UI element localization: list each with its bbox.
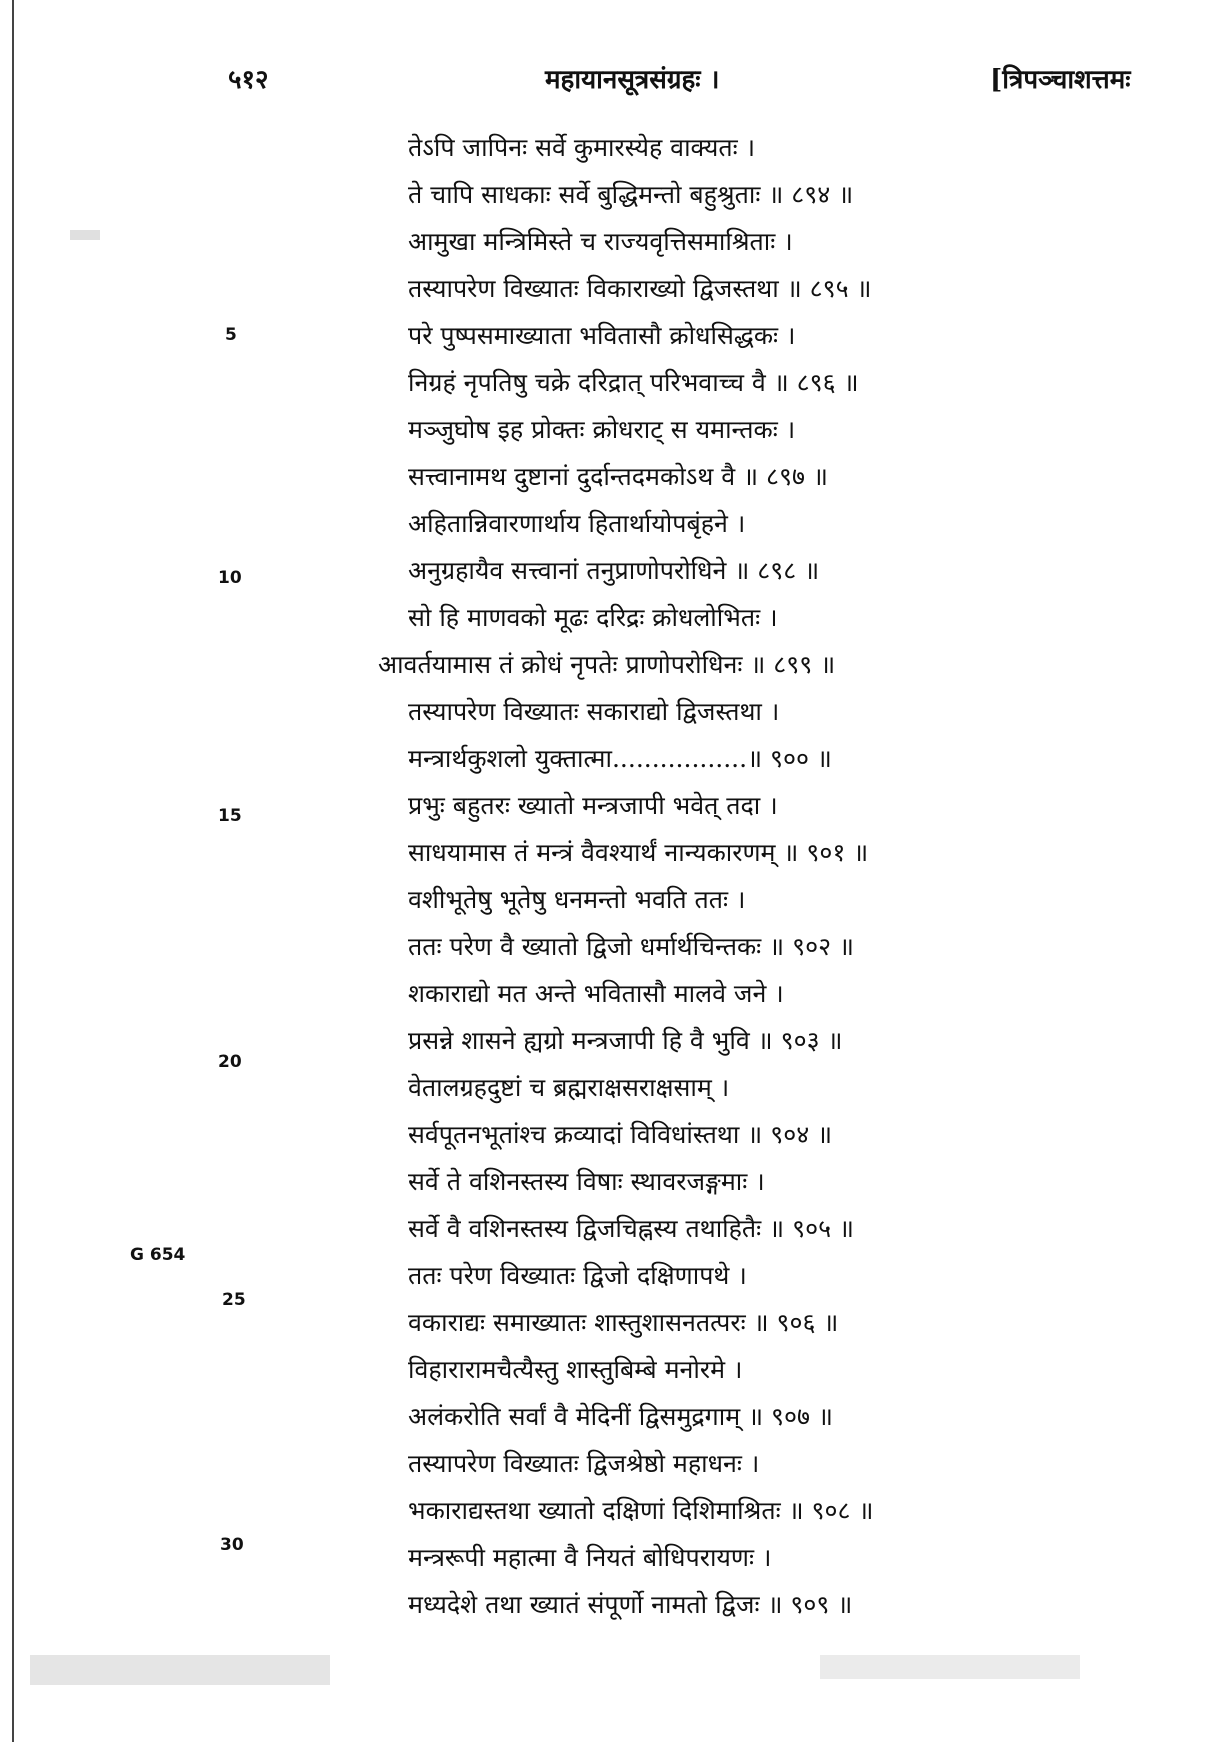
verse-line: आमुखा मन्त्रिमिस्ते च राज्यवृत्तिसमाश्रिताः । <box>408 227 793 256</box>
verse-line: परे पुष्पसमाख्याता भवितासौ क्रोधसिद्धकः । <box>408 321 796 350</box>
verse-line: सर्वे वै वशिनस्तस्य द्विजचिह्नस्य तथाहितैः ॥ ९०५ ॥ <box>408 1214 855 1243</box>
verse-line: साधयामास तं मन्त्रं वैवश्यार्थं नान्यकारणम् ॥ ९०१ ॥ <box>408 838 869 867</box>
running-title: महायानसूत्रसंग्रहः । <box>545 65 720 95</box>
verse-line: अनुग्रहायैव सत्त्वानां तनुप्राणोपरोधिने ॥ ८९८ ॥ <box>408 556 820 585</box>
verse-line: वेतालग्रहदुष्टां च ब्रह्मराक्षसराक्षसाम् । <box>408 1073 730 1102</box>
verse-line: वशीभूतेषु भूतेषु धनमन्तो भवति ततः । <box>408 885 746 914</box>
verse-line: सर्वे ते वशिनस्तस्य विषाः स्थावरजङ्गमाः । <box>408 1167 765 1196</box>
verse-line: सत्त्वानामथ दुष्टानां दुर्दान्तदमकोऽथ वै ॥ ८९७ ॥ <box>408 462 828 491</box>
scan-noise <box>820 1655 1080 1679</box>
verse-line: सर्वपूतनभूतांश्च क्रव्यादां विविधांस्तथा ॥ ९०४ ॥ <box>408 1120 833 1149</box>
line-number-5: 5 <box>225 325 237 345</box>
left-edge-rule <box>12 0 14 1742</box>
verse-line: विहारारामचैत्यैस्तु शास्तुबिम्बे मनोरमे । <box>408 1355 743 1384</box>
verse-line: तस्यापरेण विख्यातः सकाराद्यो द्विजस्तथा । <box>408 697 780 726</box>
line-number-20: 20 <box>218 1052 242 1072</box>
verse-line: निग्रहं नृपतिषु चक्रे दरिद्रात् परिभवाच्च वै ॥ ८९६ ॥ <box>408 368 859 397</box>
verse-line: ते चापि साधकाः सर्वे बुद्धिमन्तो बहुश्रुताः ॥ ८९४ ॥ <box>408 180 854 209</box>
verse-line: भकाराद्यस्तथा ख्यातो दक्षिणां दिशिमाश्रितः ॥ ९०८ ॥ <box>408 1496 874 1525</box>
verse-line: अहितान्निवारणार्थाय हितार्थायोपबृंहने । <box>408 509 746 538</box>
verse-line: ततः परेण वै ख्यातो द्विजो धर्मार्थचिन्तकः ॥ ९०२ ॥ <box>408 932 855 961</box>
verse-line: शकाराद्यो मत अन्ते भवितासौ मालवे जने । <box>408 979 784 1008</box>
page-number: ५१२ <box>228 65 269 95</box>
verse-line: अलंकरोति सर्वां वै मेदिनीं द्विसमुद्रगाम् ॥ ९०७ ॥ <box>408 1402 833 1431</box>
line-number-10: 10 <box>218 568 242 588</box>
line-number-15: 15 <box>218 806 242 826</box>
scan-noise <box>70 230 100 240</box>
verse-line: मन्त्ररूपी महात्मा वै नियतं बोधिपरायणः । <box>408 1543 772 1572</box>
line-number-30: 30 <box>220 1535 244 1555</box>
verse-line: तेऽपि जापिनः सर्वे कुमारस्येह वाक्यतः । <box>408 133 756 162</box>
source-reference: G 654 <box>130 1245 186 1265</box>
verse-line: मञ्जुघोष इह प्रोक्तः क्रोधराट् स यमान्तकः । <box>408 415 796 444</box>
chapter-label: [त्रिपञ्चाशत्तमः <box>990 65 1131 95</box>
scan-noise <box>30 1655 330 1685</box>
verse-line: सो हि माणवको मूढः दरिद्रः क्रोधलोभितः । <box>408 603 778 632</box>
line-number-25: 25 <box>222 1290 246 1310</box>
page-header <box>0 60 1232 100</box>
verse-line: ततः परेण विख्यातः द्विजो दक्षिणापथे । <box>408 1261 747 1290</box>
verse-line: तस्यापरेण विख्यातः द्विजश्रेष्ठो महाधनः । <box>408 1449 760 1478</box>
verse-line: आवर्तयामास तं क्रोधं नृपतेः प्राणोपरोधिनः ॥ ८९९ ॥ <box>378 650 836 679</box>
verse-line: तस्यापरेण विख्यातः विकाराख्यो द्विजस्तथा ॥ ८९५ ॥ <box>408 274 872 303</box>
verse-line: प्रसन्ने शासने ह्यग्रो मन्त्रजापी हि वै भुवि ॥ ९०३ ॥ <box>408 1026 843 1055</box>
verse-line: वकाराद्यः समाख्यातः शास्तुशासनतत्परः ॥ ९०६ ॥ <box>408 1308 839 1337</box>
verse-line: मध्यदेशे तथा ख्यातं संपूर्णो नामतो द्विजः ॥ ९०९ ॥ <box>408 1590 853 1619</box>
verse-line: मन्त्रार्थकुशलो युक्तात्मा.................॥ ९०० ॥ <box>408 744 832 773</box>
verse-line: प्रभुः बहुतरः ख्यातो मन्त्रजापी भवेत् तदा । <box>408 791 778 820</box>
